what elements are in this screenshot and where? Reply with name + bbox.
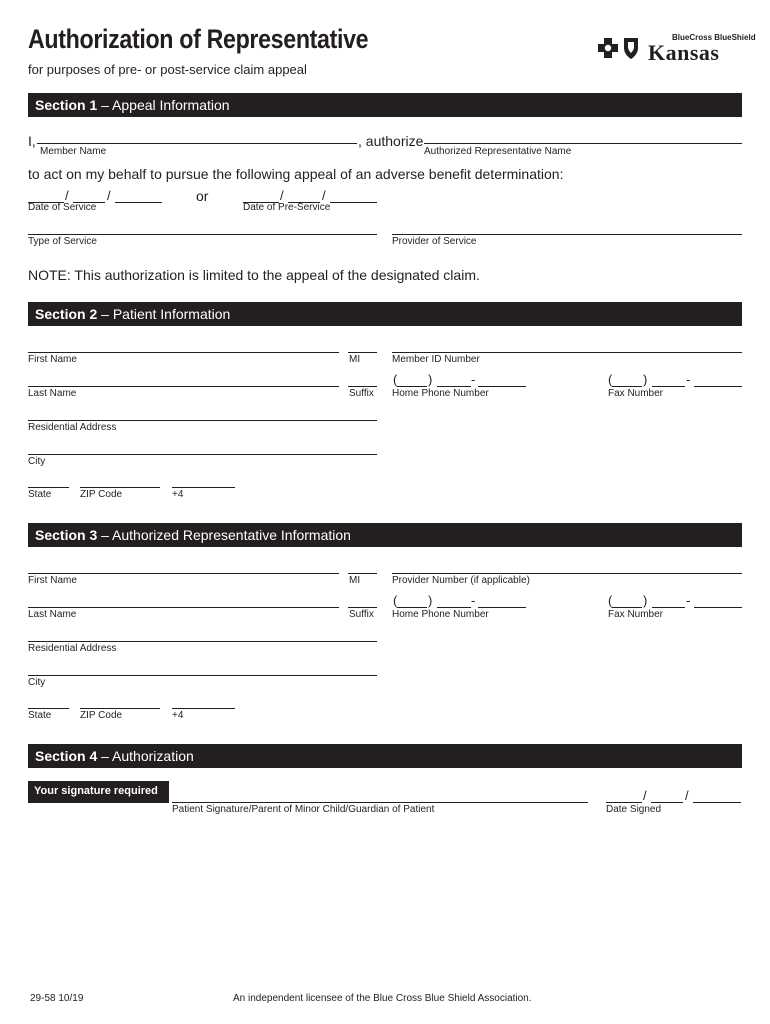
paren: ( — [608, 593, 613, 608]
dash: - — [471, 593, 476, 608]
section-4-header — [28, 744, 742, 768]
section-title: – Authorized Representative Information — [97, 527, 351, 543]
member-id-label: Member ID Number — [392, 354, 480, 365]
address-label: Residential Address — [28, 643, 117, 654]
section-2-header — [28, 302, 742, 326]
dash: - — [686, 593, 691, 608]
area-code-line — [612, 607, 642, 608]
dash: - — [686, 372, 691, 387]
dash: - — [471, 372, 476, 387]
prefix-line — [437, 386, 471, 387]
suffix-label: Suffix — [349, 609, 374, 620]
paren: ) — [428, 372, 433, 387]
fax-label: Fax Number — [608, 388, 664, 399]
section-title: – Patient Information — [97, 306, 231, 322]
area-code-line — [397, 386, 427, 387]
rep-mi-field[interactable] — [348, 573, 377, 574]
patient-address-field[interactable] — [28, 420, 377, 421]
patient-mi-field[interactable] — [348, 352, 377, 353]
licensee-statement: An independent licensee of the Blue Cross Blue Shield Association. — [233, 993, 532, 1004]
paren: ( — [393, 593, 398, 608]
logo-small-text: BlueCross BlueShield — [672, 33, 756, 42]
form-code: 29-58 10/19 — [30, 993, 84, 1004]
paren: ( — [608, 372, 613, 387]
patient-last-name-field[interactable] — [28, 386, 339, 387]
home-phone-label: Home Phone Number — [392, 388, 489, 399]
mi-label: MI — [349, 354, 361, 365]
first-name-label: First Name — [28, 354, 77, 365]
patient-suffix-field[interactable] — [348, 386, 377, 387]
date-separator: / — [643, 788, 647, 803]
patient-city-field[interactable] — [28, 454, 377, 455]
zip-label: ZIP Code — [80, 489, 123, 500]
rep-zip4-field[interactable] — [172, 708, 235, 709]
member-name-field[interactable] — [37, 143, 357, 144]
paren: ) — [428, 593, 433, 608]
city-label: City — [28, 456, 46, 467]
zip-label: ZIP Code — [80, 710, 123, 721]
section-number: Section 1 — [35, 97, 98, 113]
rep-last-name-field[interactable] — [28, 607, 339, 608]
prefix-line — [652, 607, 685, 608]
mi-label: MI — [349, 575, 361, 586]
act-statement: to act on my behalf to pursue the following appeal of an adverse benefit determination: — [28, 166, 564, 182]
last-name-label: Last Name — [28, 609, 77, 620]
member-name-label: Member Name — [40, 146, 107, 157]
patient-signature-field[interactable] — [172, 802, 588, 803]
area-code-line — [612, 386, 642, 387]
rep-first-name-field[interactable] — [28, 573, 339, 574]
signature-required-text: Your signature required — [34, 785, 158, 797]
suffix-label: Suffix — [349, 388, 374, 399]
member-id-field[interactable] — [392, 352, 742, 353]
city-label: City — [28, 677, 46, 688]
area-code-line — [397, 607, 427, 608]
state-label: State — [28, 489, 52, 500]
date-of-service-year[interactable] — [115, 202, 162, 203]
date-separator: / — [65, 188, 69, 203]
rep-suffix-field[interactable] — [348, 607, 377, 608]
date-of-service-label: Date of Service — [28, 202, 97, 213]
provider-number-field[interactable] — [392, 573, 742, 574]
provider-of-service-field[interactable] — [392, 234, 742, 235]
patient-zip4-field[interactable] — [172, 487, 235, 488]
paren: ) — [643, 372, 648, 387]
prefix-line — [437, 607, 471, 608]
date-separator: / — [280, 188, 284, 203]
type-of-service-field[interactable] — [28, 234, 377, 235]
rep-city-field[interactable] — [28, 675, 377, 676]
paren: ( — [393, 372, 398, 387]
patient-zip-field[interactable] — [80, 487, 160, 488]
signature-label: Patient Signature/Parent of Minor Child/Guardian of Patient — [172, 804, 435, 815]
prefix-line — [652, 386, 685, 387]
logo-state-text: Kansas — [648, 40, 720, 65]
fax-label: Fax Number — [608, 609, 664, 620]
authorized-rep-name-field[interactable] — [424, 143, 742, 144]
provider-number-label: Provider Number (if applicable) — [392, 575, 530, 586]
signature-required-tag — [28, 781, 169, 803]
section-number: Section 4 — [35, 748, 98, 764]
patient-state-field[interactable] — [28, 487, 69, 488]
date-separator: / — [685, 788, 689, 803]
section-3-header — [28, 523, 742, 547]
authorization-note: NOTE: This authorization is limited to the appeal of the designated claim. — [28, 267, 480, 283]
last-name-label: Last Name — [28, 388, 77, 399]
section-number: Section 3 — [35, 527, 98, 543]
cross-shield-icon — [597, 36, 641, 62]
authorize-word: , authorize — [358, 133, 424, 149]
type-of-service-label: Type of Service — [28, 236, 97, 247]
first-name-label: First Name — [28, 575, 77, 586]
auth-rep-name-label: Authorized Representative Name — [424, 146, 572, 157]
section-number: Section 2 — [35, 306, 98, 322]
zip4-label: +4 — [172, 710, 184, 721]
section-1-header — [28, 93, 742, 117]
date-of-preservice-year[interactable] — [330, 202, 377, 203]
or-word: or — [196, 188, 209, 204]
date-signed-month[interactable] — [606, 802, 642, 803]
address-label: Residential Address — [28, 422, 117, 433]
zip4-label: +4 — [172, 489, 184, 500]
date-signed-day[interactable] — [651, 802, 683, 803]
line-number-line — [694, 386, 742, 387]
date-signed-label: Date Signed — [606, 804, 662, 815]
home-phone-label: Home Phone Number — [392, 609, 489, 620]
date-separator: / — [322, 188, 326, 203]
page-title: Authorization of Representative — [28, 24, 369, 54]
rep-zip-field[interactable] — [80, 708, 160, 709]
rep-state-field[interactable] — [28, 708, 69, 709]
provider-of-service-label: Provider of Service — [392, 236, 477, 247]
rep-address-field[interactable] — [28, 641, 377, 642]
paren: ) — [643, 593, 648, 608]
page-subtitle: for purposes of pre- or post-service claim appeal — [28, 62, 307, 77]
i-word: I, — [28, 133, 36, 149]
line-number-line — [478, 607, 526, 608]
state-label: State — [28, 710, 52, 721]
date-signed-year[interactable] — [693, 802, 741, 803]
line-number-line — [694, 607, 742, 608]
section-title: – Authorization — [97, 748, 194, 764]
line-number-line — [478, 386, 526, 387]
date-of-preservice-label: Date of Pre-Service — [243, 202, 331, 213]
patient-first-name-field[interactable] — [28, 352, 339, 353]
section-title: – Appeal Information — [97, 97, 230, 113]
date-separator: / — [107, 188, 111, 203]
